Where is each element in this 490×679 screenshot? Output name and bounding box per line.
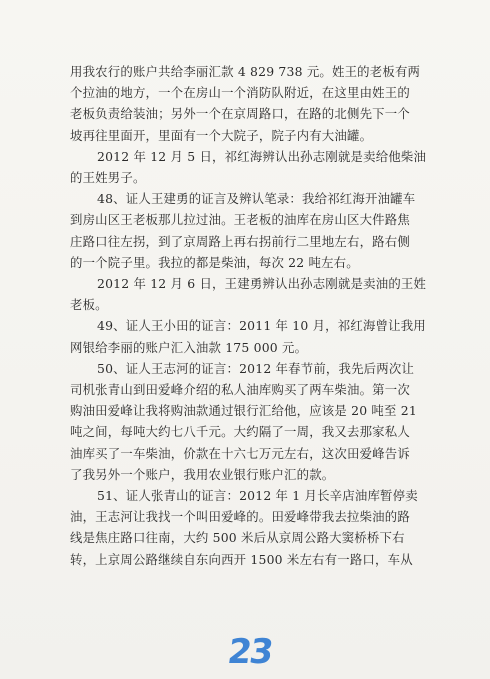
text-line: 的一个院子里。我拉的都是柴油，每次 22 吨左右。 bbox=[70, 254, 359, 270]
text-line: 庄路口往左拐，到了京周路上再右拐前行二里地左右，路右侧 bbox=[70, 233, 410, 249]
text-line: 49、证人王小田的证言：2011 年 10 月，祁红海曾让我用 bbox=[97, 318, 426, 334]
text-line: 吨之间，每吨大约七八千元。大约隔了一周，我又去那家私人 bbox=[70, 424, 410, 440]
text-line: 50、证人王志河的证言：2012 年春节前，我先后两次让 bbox=[97, 360, 415, 376]
text-line: 老板。 bbox=[70, 297, 108, 313]
text-line: 老板负责给装油；另外一个在京周路口，在路的北侧先下一个 bbox=[70, 106, 410, 122]
text-line: 2012 年 12 月 5 日，祁红海辨认出孙志刚就是卖给他柴油 bbox=[97, 148, 427, 164]
text-line: 油，王志河让我找一个叫田爱峰的。田爱峰带我去拉柴油的路 bbox=[70, 509, 410, 525]
text-line: 到房山区王老板那儿拉过油。王老板的油库在房山区大件路焦 bbox=[70, 212, 410, 228]
text-line: 48、证人王建勇的证言及辨认笔录：我给祁红海开油罐车 bbox=[97, 191, 416, 207]
text-line: 51、证人张青山的证言：2012 年 1 月长辛店油库暂停卖 bbox=[97, 488, 418, 503]
text-line: 用我农行的账户共给李丽汇款 4 829 738 元。姓王的老板有两 bbox=[70, 64, 421, 79]
text-line: 2012 年 12 月 6 日，王建勇辨认出孙志刚就是卖油的王姓 bbox=[97, 276, 427, 291]
text-line: 购油田爱峰让我将购油款通过银行汇给他，应该是 20 吨至 21 bbox=[70, 403, 417, 419]
text-line: 的王姓男子。 bbox=[70, 170, 146, 185]
text-line: 转，上京周公路继续自东向西开 1500 米左右有一路口，车从 bbox=[70, 551, 413, 567]
text-line: 油库买了一车柴油，价款在十六七万元左右，这次田爱峰告诉 bbox=[70, 445, 410, 461]
text-line: 线是焦庄路口往南，大约 500 米后从京周公路大窦桥桥下右 bbox=[70, 530, 405, 546]
text-line: 坡再往里面开，里面有一个大院子，院子内有大油罐。 bbox=[70, 127, 373, 143]
text-line: 了我另外一个账户，我用农业银行账户汇的款。 bbox=[70, 466, 335, 482]
handwritten-page-number: 23 bbox=[225, 632, 275, 672]
text-line: 司机张青山到田爱峰介绍的私人油库购买了两车柴油。第一次 bbox=[70, 382, 410, 397]
text-line: 个拉油的地方，一个在房山一个消防队附近，在这里由姓王的 bbox=[70, 85, 410, 101]
text-line: 网银给李丽的账户汇入油款 175 000 元。 bbox=[70, 339, 308, 355]
